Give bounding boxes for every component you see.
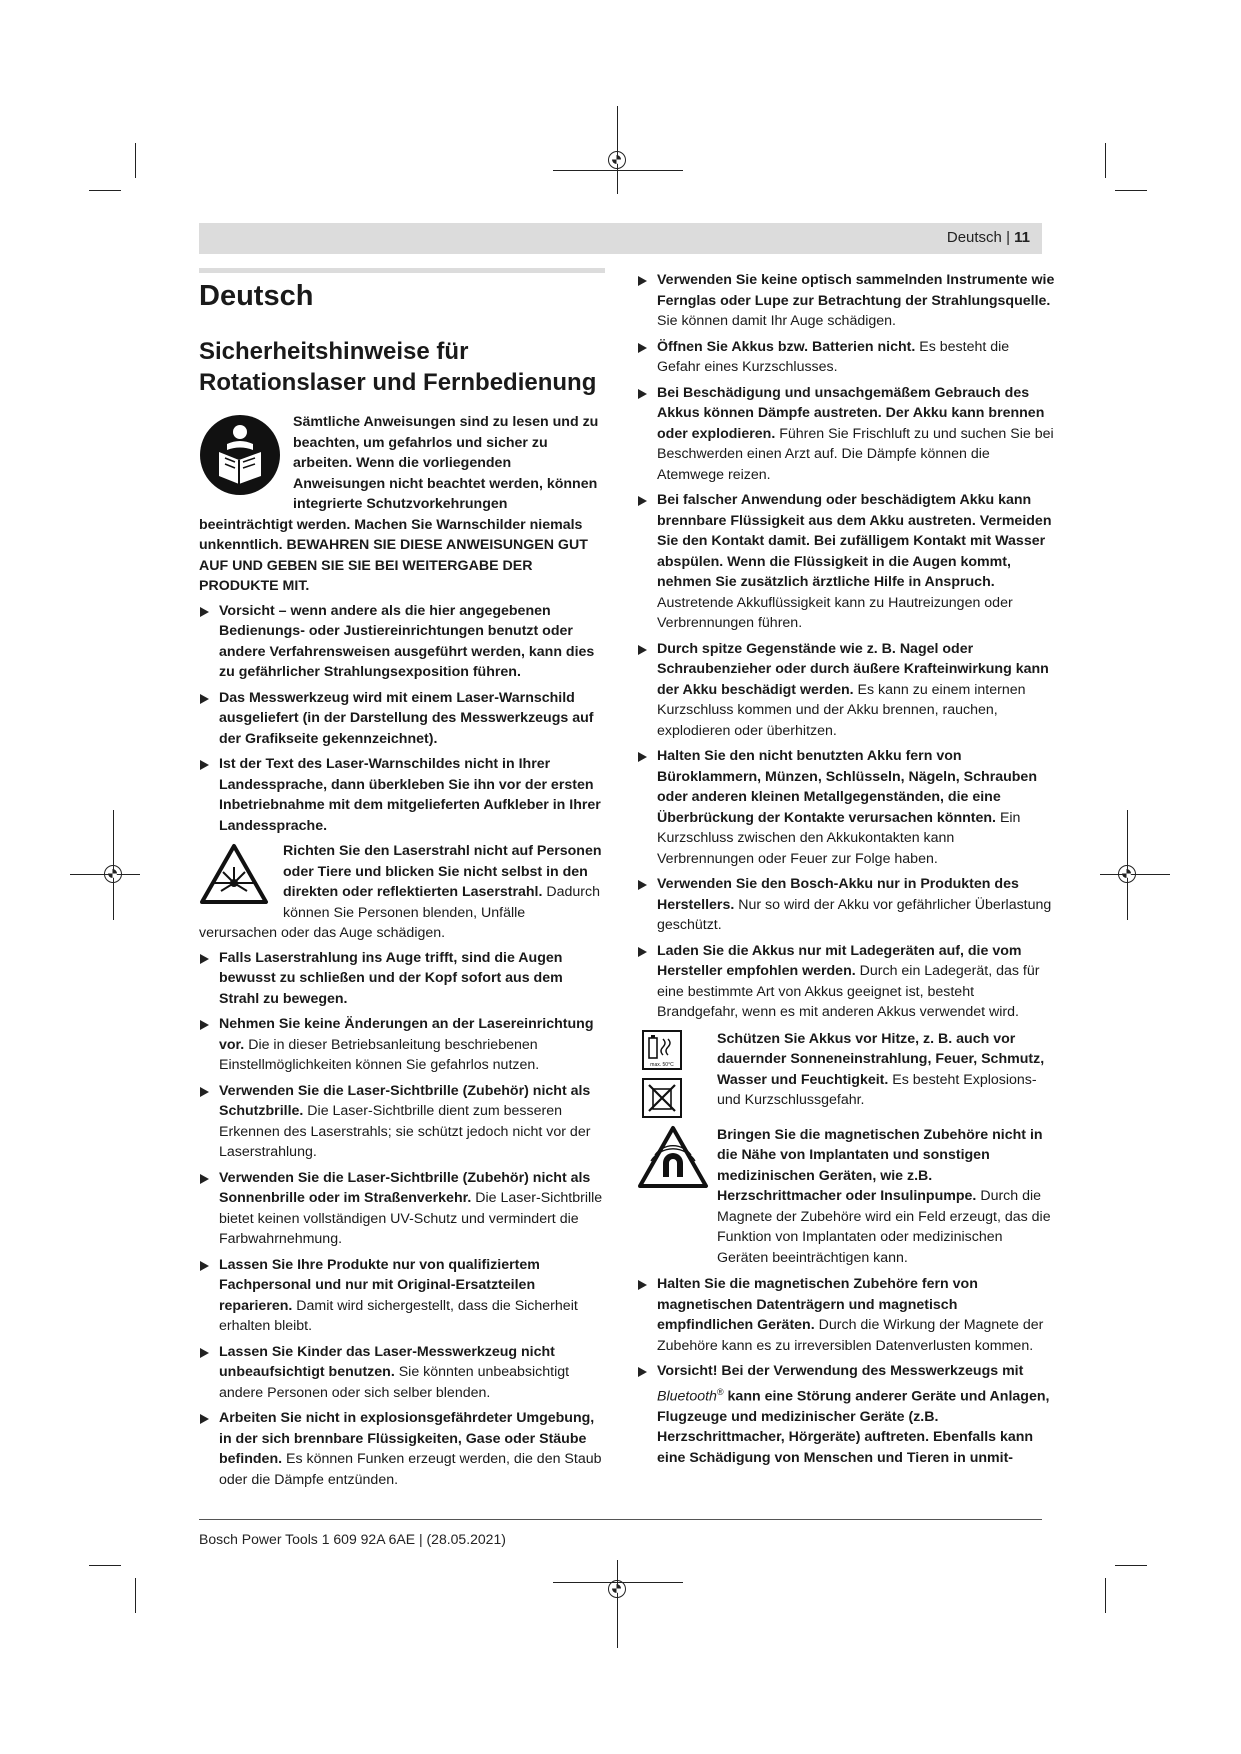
heat-warning-block (637, 1029, 1055, 1119)
list-item (199, 1014, 605, 1076)
bullet-text: Damit wird sichergestellt, dass die Sicherheit erhalten bleibt. (219, 1297, 578, 1335)
bullet-text: Nur so wird der Akku vor gefährlicher Überlastung geschützt. (657, 896, 1052, 933)
header-separator: | (1001, 229, 1015, 246)
registration-target-icon (608, 1580, 626, 1598)
registration-line (617, 1560, 618, 1648)
bullet-triangle-icon (200, 1020, 209, 1030)
crop-mark (1115, 1565, 1147, 1566)
crop-mark (135, 143, 136, 178)
bullet-triangle-icon (200, 1087, 209, 1097)
bullet-text: Sie können damit Ihr Auge schädigen. (657, 313, 896, 329)
bullet-text: Es besteht die Gefahr eines Kurzschlusses. (657, 338, 1010, 375)
bullet-triangle-icon (200, 1414, 209, 1424)
list-item (637, 746, 1055, 869)
heat-warning-text (717, 1029, 1055, 1119)
bullet-text: Die in dieser Betriebsanleitung beschriebenen Einstellmöglichkeiten können Sie gefahrlos nutzen. (219, 1036, 540, 1074)
bullet-bold: Öffnen Sie Akkus bzw. Batterien nicht. (657, 338, 916, 355)
list-item (637, 1361, 1055, 1468)
list-item (199, 754, 605, 836)
list-item (637, 270, 1055, 332)
bullet-triangle-icon (200, 760, 209, 770)
bullet-text: Ein Kurzschluss zwischen den Akkukontakten kann Verbrennungen oder Feuer zur Folge haben. (657, 809, 1021, 867)
intro-text: Sämtliche Anweisungen sind zu lesen und zu beachten, um gefahrlos und sicher zu arbeiten. Wenn die vorliegenden Anweisungen nicht beachtet werden, können integrierte Schutzvorkehrungen beeinträchtigt werden. Machen Sie Warnschilder niemals unkenntlich. BEWAHREN SIE DIESE ANWEISUNGEN GUT AUF UND GEBEN SIE SIE BEI WEITERGABE DER PRODUKTE MIT. (199, 414, 599, 595)
heat-warning-normal: Es besteht Explosions- und Kurzschlussgefahr. (717, 1071, 1037, 1108)
bullet-bold: Nehmen Sie keine Änderungen an der Lasereinrichtung vor. (219, 1016, 594, 1053)
section-title: Sicherheitshinweise für Rotationslaser und Fernbedienung (199, 337, 597, 396)
language-title: Deutsch (199, 280, 314, 312)
no-water-battery-icon (641, 1077, 683, 1119)
bullet-triangle-icon (200, 1261, 209, 1271)
bullet-text: Führen Sie Frischluft zu und suchen Sie bei Beschwerden einen Arzt auf. Die Dämpfe können die Atemwege reizen. (657, 425, 1054, 483)
bullet-bold: Bei falscher Anwendung oder beschädigtem Akku kann brennbare Flüssigkeit aus dem Akku austreten. Vermeiden Sie den Kontakt damit. Bei zufälligem Kontakt mit Wasser abspülen. Wenn die Flüssigkeit in die Augen kommt, nehmen Sie zusätzlich ärztliche Hilfe in Anspruch. (657, 492, 1052, 590)
bullet-triangle-icon (638, 496, 647, 506)
footer-rule (199, 1519, 1042, 1520)
crop-mark (89, 1565, 121, 1566)
list-item (199, 688, 605, 750)
bullet-text: Durch die Wirkung der Magnete der Zubehöre kann es zu irreversiblen Datenverlusten kommen. (657, 1317, 1044, 1354)
list-item (199, 1408, 605, 1490)
crop-mark (1115, 190, 1147, 191)
bullet-triangle-icon (200, 1348, 209, 1358)
bullet-bold: Arbeiten Sie nicht in explosionsgefährdeter Umgebung, in der sich brennbare Flüssigkeiten, Gase oder Stäube befinden. (219, 1410, 595, 1468)
bullet-text: Es können Funken erzeugt werden, die den Staub oder die Dämpfe entzünden. (219, 1451, 602, 1488)
bullet-bold: Durch spitze Gegenstände wie z. B. Nagel oder Schraubenzieher oder durch äußere Krafteinwirkung kann der Akku beschädigt werden. (657, 640, 1049, 698)
magnet-icon-wrap (637, 1125, 717, 1269)
list-item (637, 1274, 1055, 1356)
bullet-bold: Halten Sie die magnetischen Zubehöre fern von magnetischen Datenträgern und magnetisch empfindlichen Geräten. (657, 1276, 978, 1333)
bullet-triangle-icon (638, 389, 647, 399)
bullet-triangle-icon (200, 607, 209, 617)
registration-target-icon (608, 151, 626, 169)
bullet-bold: Halten Sie den nicht benutzten Akku fern von Büroklammern, Münzen, Schlüsseln, Nägeln, Schrauben oder anderen kleinen Metallgegenständen, die eine Überbrückung der Kontakte verursachen könnten. (657, 748, 1037, 826)
laser-warning-icon (199, 843, 269, 905)
bullet-bold: Verwenden Sie keine optisch sammelnden Instrumente wie Fernglas oder Lupe zur Betrachtung der Strahlungsquelle. (657, 272, 1055, 309)
bullet-triangle-icon (638, 1280, 647, 1290)
registration-target-icon (1118, 865, 1136, 883)
left-column (199, 268, 605, 1495)
bullet-bold-cont: kann eine Störung anderer Geräte und Anlagen, Flugzeuge und medizinischer Geräte (z.B. Herzschrittmacher, Hörgeräte) auftreten. Ebenfalls kann eine Schädigung von Menschen und Tieren in unmit- (657, 1388, 1050, 1466)
bullet-bold: Vorsicht! Bei der Verwendung des Messwerkzeugs mit (657, 1363, 1024, 1379)
bluetooth-word: Bluetooth (657, 1388, 717, 1405)
registered-mark: ® (716, 1386, 724, 1397)
bullet-text: Die Laser-Sichtbrille dient zum besseren Erkennen des Laserstrahls; sie schützt jedoch nicht vor der Laserstrahlung. (219, 1103, 591, 1161)
laser-warning-text: Dadurch können Sie Personen blenden, Unfälle verursachen oder das Auge schädigen. (199, 884, 600, 942)
heat-icon-label: max. 50°C (650, 1061, 674, 1068)
list-item (199, 601, 605, 683)
bullet-triangle-icon (200, 694, 209, 704)
bullet-triangle-icon (638, 947, 647, 957)
bullet-triangle-icon (638, 645, 647, 655)
bullet-text: Austretende Akkuflüssigkeit kann zu Hautreizungen oder Verbrennungen führen. (657, 594, 1013, 631)
bullet-bold: Verwenden Sie den Bosch-Akku nur in Produkten des Herstellers. (657, 876, 1019, 913)
list-item (637, 383, 1055, 486)
bullet-triangle-icon (638, 276, 647, 286)
list-item (637, 490, 1055, 634)
bullet-bold: Laden Sie die Akkus nur mit Ladegeräten auf, die vom Hersteller empfohlen werden. (657, 942, 1022, 979)
bullet-text: Das Messwerkzeug wird mit einem Laser-Warnschild ausgeliefert (in der Darstellung des Messwerkzeugs auf der Grafikseite gekennzeichnet). (219, 689, 594, 747)
bullet-text: Falls Laserstrahlung ins Auge trifft, sind die Augen bewusst zu schließen und der Kopf sofort aus dem Strahl zu bewegen. (219, 949, 563, 1007)
page-footer: Bosch Power Tools 1 609 92A 6AE | (28.05.2021) (199, 1531, 506, 1547)
list-item (637, 941, 1055, 1023)
bullet-text: Sie könnten unbeabsichtigt andere Personen oder sich selber blenden. (219, 1364, 570, 1401)
page-header (199, 223, 1042, 254)
bullet-bold: Lassen Sie Ihre Produkte nur von qualifiziertem Fachpersonal und nur mit Original-Ersatzteilen reparieren. (219, 1256, 540, 1314)
list-item (199, 1342, 605, 1404)
bullet-bold: Bei Beschädigung und unsachgemäßem Gebrauch des Akkus können Dämpfe austreten. Der Akku kann brennen oder explodieren. (657, 384, 1045, 442)
bullet-bold: Lassen Sie Kinder das Laser-Messwerkzeug nicht unbeaufsichtigt benutzen. (219, 1343, 555, 1381)
column-top-rule (199, 268, 605, 273)
crop-mark (1105, 1578, 1106, 1613)
list-item (199, 1081, 605, 1163)
magnet-warning-icon (637, 1125, 709, 1189)
heat-warning-bold: Schützen Sie Akkus vor Hitze, z. B. auch vor dauernder Sonneneinstrahlung, Feuer, Schmutz, Wasser und Feuchtigkeit. (717, 1030, 1045, 1088)
bullet-triangle-icon (638, 1367, 647, 1377)
crop-mark (89, 190, 121, 191)
right-column (637, 270, 1055, 1473)
bullet-text: Es kann zu einem internen Kurzschluss kommen und der Akku brennen, rauchen, explodieren oder überhitzen. (657, 681, 1026, 739)
list-item (637, 337, 1055, 378)
crop-mark (135, 1578, 136, 1613)
bullet-triangle-icon (200, 1174, 209, 1184)
list-item (199, 1255, 605, 1337)
bullet-text: Ist der Text des Laser-Warnschildes nicht in Ihrer Landessprache, dann überkleben Sie ihn vor der ersten Inbetriebnahme mit dem mitgelieferten Aufkleber in Ihrer Landessprache. (219, 756, 601, 834)
magnet-warning-bold: Bringen Sie die magnetischen Zubehöre nicht in die Nähe von Implantaten und sonstigen medizinischen Geräten, wie z.B. Herzschrittmacher oder Insulinpumpe. (717, 1126, 1043, 1204)
heat-icons (637, 1029, 717, 1119)
bullet-text: Vorsicht – wenn andere als die hier angegebenen Bedienungs- oder Justiereinrichtungen benutzt oder andere Verfahrensweisen ausgeführt werden, kann dies zu gefährlicher Strahlungsexposition führen. (219, 602, 595, 681)
magnet-warning-text (717, 1125, 1055, 1269)
registration-line (553, 170, 683, 171)
magnet-warning-block (637, 1125, 1055, 1269)
page-number: 11 (1014, 229, 1030, 246)
bullet-triangle-icon (638, 343, 647, 353)
list-item (637, 639, 1055, 742)
registration-line (617, 106, 618, 194)
bullet-text: Die Laser-Sichtbrille bietet keinen vollständigen UV-Schutz und vermindert die Farbwahrnehmung. (219, 1190, 603, 1248)
magnet-warning-normal: Durch die Magnete der Zubehöre wird ein Feld erzeugt, das die Funktion von Implantaten oder medizinischen Geräten beeinträchtigen kann. (717, 1188, 1051, 1266)
bullet-triangle-icon (638, 880, 647, 890)
laser-warning-block (199, 841, 605, 944)
list-item (637, 874, 1055, 936)
bullet-triangle-icon (638, 752, 647, 762)
list-item (199, 1168, 605, 1250)
bullet-triangle-icon (200, 954, 209, 964)
header-label (947, 229, 1030, 246)
bullet-bold: Verwenden Sie die Laser-Sichtbrille (Zubehör) nicht als Schutzbrille. (219, 1082, 591, 1120)
intro-block (199, 412, 605, 597)
header-section: Deutsch (946, 229, 1002, 246)
read-manual-icon (199, 414, 281, 496)
laser-warning-bold: Richten Sie den Laserstrahl nicht auf Personen oder Tiere und blicken Sie nicht selbst in den direkten oder reflektierten Laserstrahl. (283, 843, 602, 901)
registration-target-icon (104, 865, 122, 883)
heat-battery-icon (641, 1029, 683, 1071)
bullet-bold: Verwenden Sie die Laser-Sichtbrille (Zubehör) nicht als Sonnenbrille oder im Straßenverkehr. (219, 1169, 591, 1207)
list-item (199, 948, 605, 1010)
bullet-text: Durch ein Ladegerät, das für eine bestimmte Art von Akkus geeignet ist, besteht Brandgefahr, wenn es mit anderen Akkus verwendet wird. (657, 963, 1040, 1020)
crop-mark (1105, 143, 1106, 178)
